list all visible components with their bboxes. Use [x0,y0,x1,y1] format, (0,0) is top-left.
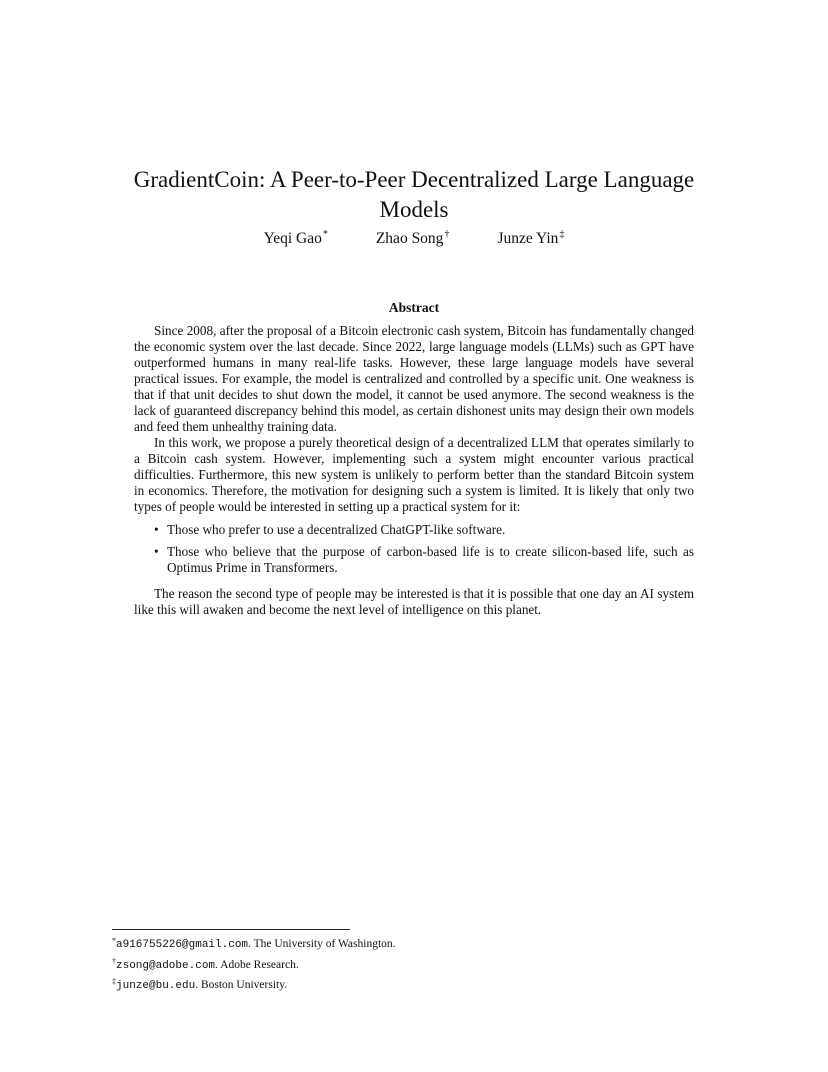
abstract-body [134,323,694,618]
footnote-email: zsong@adobe.com [116,959,216,972]
abstract-paragraph-1: Since 2008, after the proposal of a Bitcoin electronic cash system, Bitcoin has fundamentally changed the economic system over the last decade. Since 2022, large language models (LLMs) such as GPT have outperformed humans in many real-life tasks. However, these large language models have several practical issues. For example, the model is centralized and controlled by a specific unit. One weakness is that if that unit decides to shut down the model, it cannot be used anymore. The second weakness is the lack of guaranteed discrepancy behind this model, as certain dishonest units may design their own models and feed them unhealthy training data. [134,323,694,434]
author-3 [497,229,564,248]
list-item [134,522,694,538]
abstract-paragraph-3: The reason the second type of people may be interested is that it is possible that one day an AI system like this will awaken and become the next level of intelligence on this planet. [134,586,694,617]
footnote-divider [112,929,350,930]
abstract-heading: Abstract [388,300,440,315]
list-item [134,544,694,576]
footnote-2 [112,954,712,975]
footnote-text: . The University of Washington. [248,938,396,950]
footnote-mark: † [112,956,116,966]
author-name: Junze Yin [497,230,559,247]
footnote-email: a916755226@gmail.com [116,939,249,951]
abstract-bullet-list [134,522,694,576]
footnote-mark: * [112,936,116,945]
author-mark: ‡ [559,229,565,240]
footnotes [112,933,712,995]
footnote-mark: ‡ [112,977,116,986]
author-name: Zhao Song [375,230,444,247]
bullet-icon: • [154,522,159,537]
footnote-3 [112,974,712,995]
footnote-email: junze@bu.edu [116,980,196,992]
author-name: Yeqi Gao [263,230,322,247]
footnote-text: . Adobe Research. [215,958,299,971]
author-mark: * [322,229,328,240]
author-2 [376,229,450,248]
author-list [0,229,828,248]
author-mark: † [444,229,450,240]
abstract-paragraph-2: In this work, we propose a purely theoretical design of a decentralized LLM that operates similarly to a Bitcoin cash system. However, implementing such a system might encounter various practical difficulties. Furthermore, this new system is unlikely to perform better than the standard Bitcoin system in economics. Therefore, the motivation for designing such a system is limited. It is likely that only two types of people would be interested in setting up a practical system for it: [134,435,694,514]
paper-title: GradientCoin: A Peer-to-Peer Decentralized Large Language Models [133,167,695,223]
footnote-text: . Boston University. [195,979,288,991]
author-1 [264,229,328,248]
list-item-text: Those who believe that the purpose of carbon-based life is to create silicon-based life, such as Optimus Prime in Transformers. [167,544,694,575]
bullet-icon: • [154,544,159,559]
footnote-1 [112,933,712,954]
list-item-text: Those who prefer to use a decentralized ChatGPT-like software. [167,522,506,537]
